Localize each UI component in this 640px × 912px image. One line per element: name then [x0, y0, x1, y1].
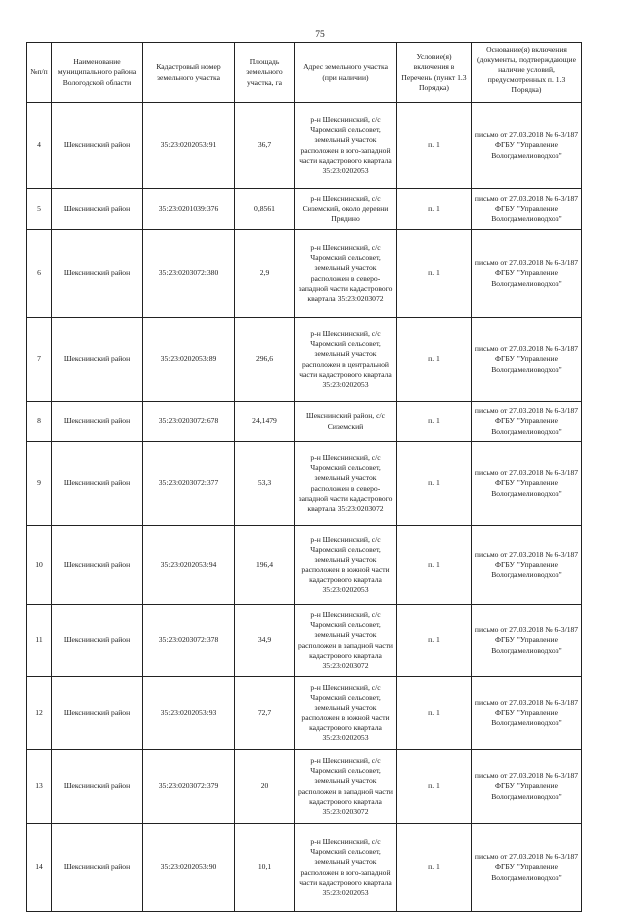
cell-district: Шекснинский район	[52, 442, 143, 526]
cell-area: 53,3	[235, 442, 295, 526]
cell-address: р-н Шекснинский, с/с Чаромский сельсовет, земельный участок расположен в западной части кадастрового квартала 35:23:0203072	[295, 750, 397, 824]
header-address: Адрес земельного участка (при наличии)	[295, 43, 397, 103]
cell-cadastral-number: 35:23:0202053:89	[143, 318, 235, 402]
table-row	[27, 189, 582, 230]
cell-condition: п. 1	[397, 605, 472, 677]
cell-cadastral-number: 35:23:0202053:93	[143, 677, 235, 750]
header-district: Наименование муниципального района Вологодской области	[52, 43, 143, 103]
cell-area: 72,7	[235, 677, 295, 750]
land-plots-table	[26, 42, 582, 912]
page-number: 75	[315, 30, 325, 40]
cell-area: 36,7	[235, 103, 295, 189]
header-cadastral-number: Кадастровый номер земельного участка	[143, 43, 235, 103]
cell-address: р-н Шекснинский, с/с Чаромский сельсовет, земельный участок расположен в южной части кадастрового квартала 35:23:0202053	[295, 677, 397, 750]
cell-number: 7	[27, 318, 52, 402]
cell-condition: п. 1	[397, 318, 472, 402]
cell-basis: письмо от 27.03.2018 № 6-3/187 ФГБУ "Управление Вологдамелиоводхоз"	[472, 402, 582, 442]
table-row	[27, 103, 582, 189]
table-row	[27, 442, 582, 526]
cell-number: 4	[27, 103, 52, 189]
cell-basis: письмо от 27.03.2018 № 6-3/187 ФГБУ "Управление Вологдамелиоводхоз"	[472, 103, 582, 189]
cell-condition: п. 1	[397, 230, 472, 318]
cell-cadastral-number: 35:23:0203072:377	[143, 442, 235, 526]
table-header-row	[27, 43, 582, 103]
header-number: №п/п	[27, 43, 52, 103]
cell-number: 12	[27, 677, 52, 750]
cell-basis: письмо от 27.03.2018 № 6-3/187 ФГБУ "Управление Вологдамелиоводхоз"	[472, 750, 582, 824]
cell-address: р-н Шекснинский, с/с Чаромский сельсовет, земельный участок расположен в северо-западной части кадастрового квартала 35:23:0203072	[295, 230, 397, 318]
cell-basis: письмо от 27.03.2018 № 6-3/187 ФГБУ "Управление Вологдамелиоводхоз"	[472, 189, 582, 230]
cell-area: 0,8561	[235, 189, 295, 230]
cell-condition: п. 1	[397, 750, 472, 824]
cell-basis: письмо от 27.03.2018 № 6-3/187 ФГБУ "Управление Вологдамелиоводхоз"	[472, 442, 582, 526]
cell-address: р-н Шекснинский, с/с Чаромский сельсовет, земельный участок расположен в южной части кадастрового квартала 35:23:0202053	[295, 526, 397, 605]
cell-area: 34,9	[235, 605, 295, 677]
cell-number: 11	[27, 605, 52, 677]
cell-district: Шекснинский район	[52, 230, 143, 318]
cell-condition: п. 1	[397, 526, 472, 605]
cell-condition: п. 1	[397, 402, 472, 442]
cell-number: 8	[27, 402, 52, 442]
cell-number: 10	[27, 526, 52, 605]
table-row	[27, 526, 582, 605]
cell-district: Шекснинский район	[52, 824, 143, 912]
cell-number: 9	[27, 442, 52, 526]
cell-district: Шекснинский район	[52, 750, 143, 824]
cell-address: р-н Шекснинский, с/с Чаромский сельсовет, земельный участок расположен в центральной части кадастрового квартала 35:23:0202053	[295, 318, 397, 402]
header-basis: Основание(я) включения (документы, подтверждающие наличие условий, предусмотренных п. 1.3 Порядка)	[472, 43, 582, 103]
cell-area: 2,9	[235, 230, 295, 318]
cell-address: р-н Шекснинский, с/с Чаромский сельсовет, земельный участок расположен в западной части кадастрового квартала 35:23:0203072	[295, 605, 397, 677]
cell-basis: письмо от 27.03.2018 № 6-3/187 ФГБУ "Управление Вологдамелиоводхоз"	[472, 677, 582, 750]
cell-number: 13	[27, 750, 52, 824]
cell-district: Шекснинский район	[52, 318, 143, 402]
cell-area: 296,6	[235, 318, 295, 402]
table-row	[27, 318, 582, 402]
cell-area: 10,1	[235, 824, 295, 912]
cell-district: Шекснинский район	[52, 677, 143, 750]
cell-area: 24,1479	[235, 402, 295, 442]
cell-district: Шекснинский район	[52, 103, 143, 189]
table-row	[27, 677, 582, 750]
cell-basis: письмо от 27.03.2018 № 6-3/187 ФГБУ "Управление Вологдамелиоводхоз"	[472, 230, 582, 318]
cell-basis: письмо от 27.03.2018 № 6-3/187 ФГБУ "Управление Вологдамелиоводхоз"	[472, 318, 582, 402]
cell-condition: п. 1	[397, 189, 472, 230]
cell-district: Шекснинский район	[52, 402, 143, 442]
cell-cadastral-number: 35:23:0202053:94	[143, 526, 235, 605]
cell-address: р-н Шекснинский, с/с Чаромский сельсовет, земельный участок расположен в юго-западной части кадастрового квартала 35:23:0202053	[295, 824, 397, 912]
cell-address: Шекснинский район, с/с Сиземский	[295, 402, 397, 442]
cell-cadastral-number: 35:23:0202053:91	[143, 103, 235, 189]
table-row	[27, 402, 582, 442]
cell-number: 5	[27, 189, 52, 230]
cell-basis: письмо от 27.03.2018 № 6-3/187 ФГБУ "Управление Вологдамелиоводхоз"	[472, 824, 582, 912]
cell-condition: п. 1	[397, 103, 472, 189]
cell-cadastral-number: 35:23:0203072:380	[143, 230, 235, 318]
cell-cadastral-number: 35:23:0203072:378	[143, 605, 235, 677]
cell-number: 14	[27, 824, 52, 912]
cell-district: Шекснинский район	[52, 189, 143, 230]
cell-cadastral-number: 35:23:0201039:376	[143, 189, 235, 230]
cell-number: 6	[27, 230, 52, 318]
cell-condition: п. 1	[397, 824, 472, 912]
header-condition: Условие(я) включения в Перечень (пункт 1.3 Порядка)	[397, 43, 472, 103]
cell-address: р-н Шекснинский, с/с Чаромский сельсовет, земельный участок расположен в юго-западной части кадастрового квартала 35:23:0202053	[295, 103, 397, 189]
cell-address: р-н Шекснинский, с/с Чаромский сельсовет, земельный участок расположен в северо-западной части кадастрового квартала 35:23:0203072	[295, 442, 397, 526]
table-row	[27, 750, 582, 824]
cell-basis: письмо от 27.03.2018 № 6-3/187 ФГБУ "Управление Вологдамелиоводхоз"	[472, 605, 582, 677]
cell-basis: письмо от 27.03.2018 № 6-3/187 ФГБУ "Управление Вологдамелиоводхоз"	[472, 526, 582, 605]
table-row	[27, 605, 582, 677]
cell-district: Шекснинский район	[52, 605, 143, 677]
cell-cadastral-number: 35:23:0203072:678	[143, 402, 235, 442]
cell-district: Шекснинский район	[52, 526, 143, 605]
cell-address: р-н Шекснинский, с/с Сиземский, около деревни Прядино	[295, 189, 397, 230]
table-row	[27, 824, 582, 912]
table-row	[27, 230, 582, 318]
cell-condition: п. 1	[397, 442, 472, 526]
cell-area: 196,4	[235, 526, 295, 605]
cell-cadastral-number: 35:23:0202053:90	[143, 824, 235, 912]
cell-cadastral-number: 35:23:0203072:379	[143, 750, 235, 824]
cell-condition: п. 1	[397, 677, 472, 750]
cell-area: 20	[235, 750, 295, 824]
header-area: Площадь земельного участка, га	[235, 43, 295, 103]
